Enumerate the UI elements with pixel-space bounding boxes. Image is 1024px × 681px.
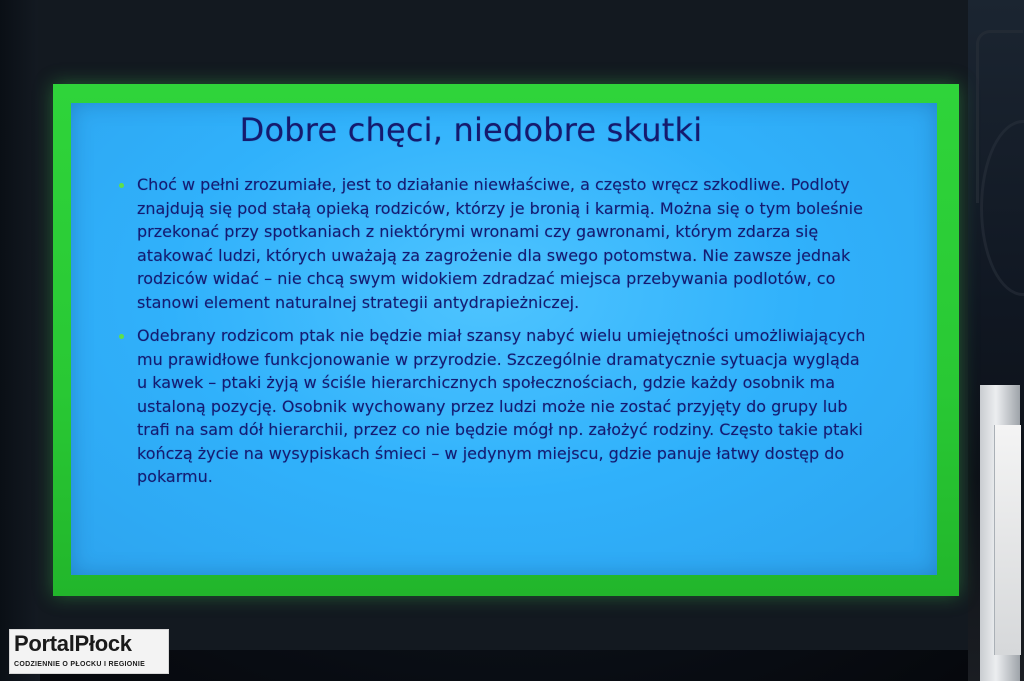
bullet-text: Odebrany rodzicom ptak nie będzie miał szansy nabyć wielu umiejętności umożliwiających mu prawidłowe funkcjonowanie w przyrodzie. Szczególnie dramatycznie sytuacja wygląda u kawek – ptaki żyją w ściśle hierarchicznych społecznościach, gdzie każdy osobnik ma ustaloną pozycję. Osobnik wychowany przez ludzi może nie zostać przyjęty do grupy lub trafi na sam dół hierarchii, przez co nie będzie mógł np. założyć rodziny. Często takie ptaki kończą życie na wysypiskach śmieci – w jedynym miejscu, gdzie panuje łatwy dostęp do pokarmu. (137, 326, 866, 486)
bullet-list (111, 173, 871, 499)
bullet-dot-icon (119, 334, 124, 339)
bullet-text: Choć w pełni zrozumiałe, jest to działanie niewłaściwe, a często wręcz szkodliwe. Podloty znajdują się pod stałą opieką rodziców, którzy je bronią i karmią. Można się o tym boleśnie przekonać przy spotkaniach z niektórymi wronami czy gawronami, którym zdarza się atakować ludzi, których uważają za zagrożenie dla swego potomstwa. Nie zawsze jednak rodziców widać – nie chcą swym widokiem zdradzać miejsca przebywania podlotów, co stanowi element naturalnej strategii antydrapieżniczej. (137, 175, 863, 312)
bullet-item (111, 324, 871, 489)
bullet-dot-icon (119, 183, 124, 188)
projected-slide (71, 103, 937, 575)
dark-room-left (0, 0, 40, 681)
logo-tagline: CODZIENNIE O PŁOCKU I REGIONIE (14, 661, 146, 668)
room-background-right (968, 0, 1024, 681)
bullet-item (111, 173, 871, 314)
logo-name: PortalPłock (14, 631, 132, 656)
white-display-stand (980, 385, 1020, 681)
slide-green-frame (53, 84, 959, 596)
portal-plock-logo (9, 629, 169, 674)
slide-title: Dobre chęci, niedobre skutki (239, 111, 703, 149)
